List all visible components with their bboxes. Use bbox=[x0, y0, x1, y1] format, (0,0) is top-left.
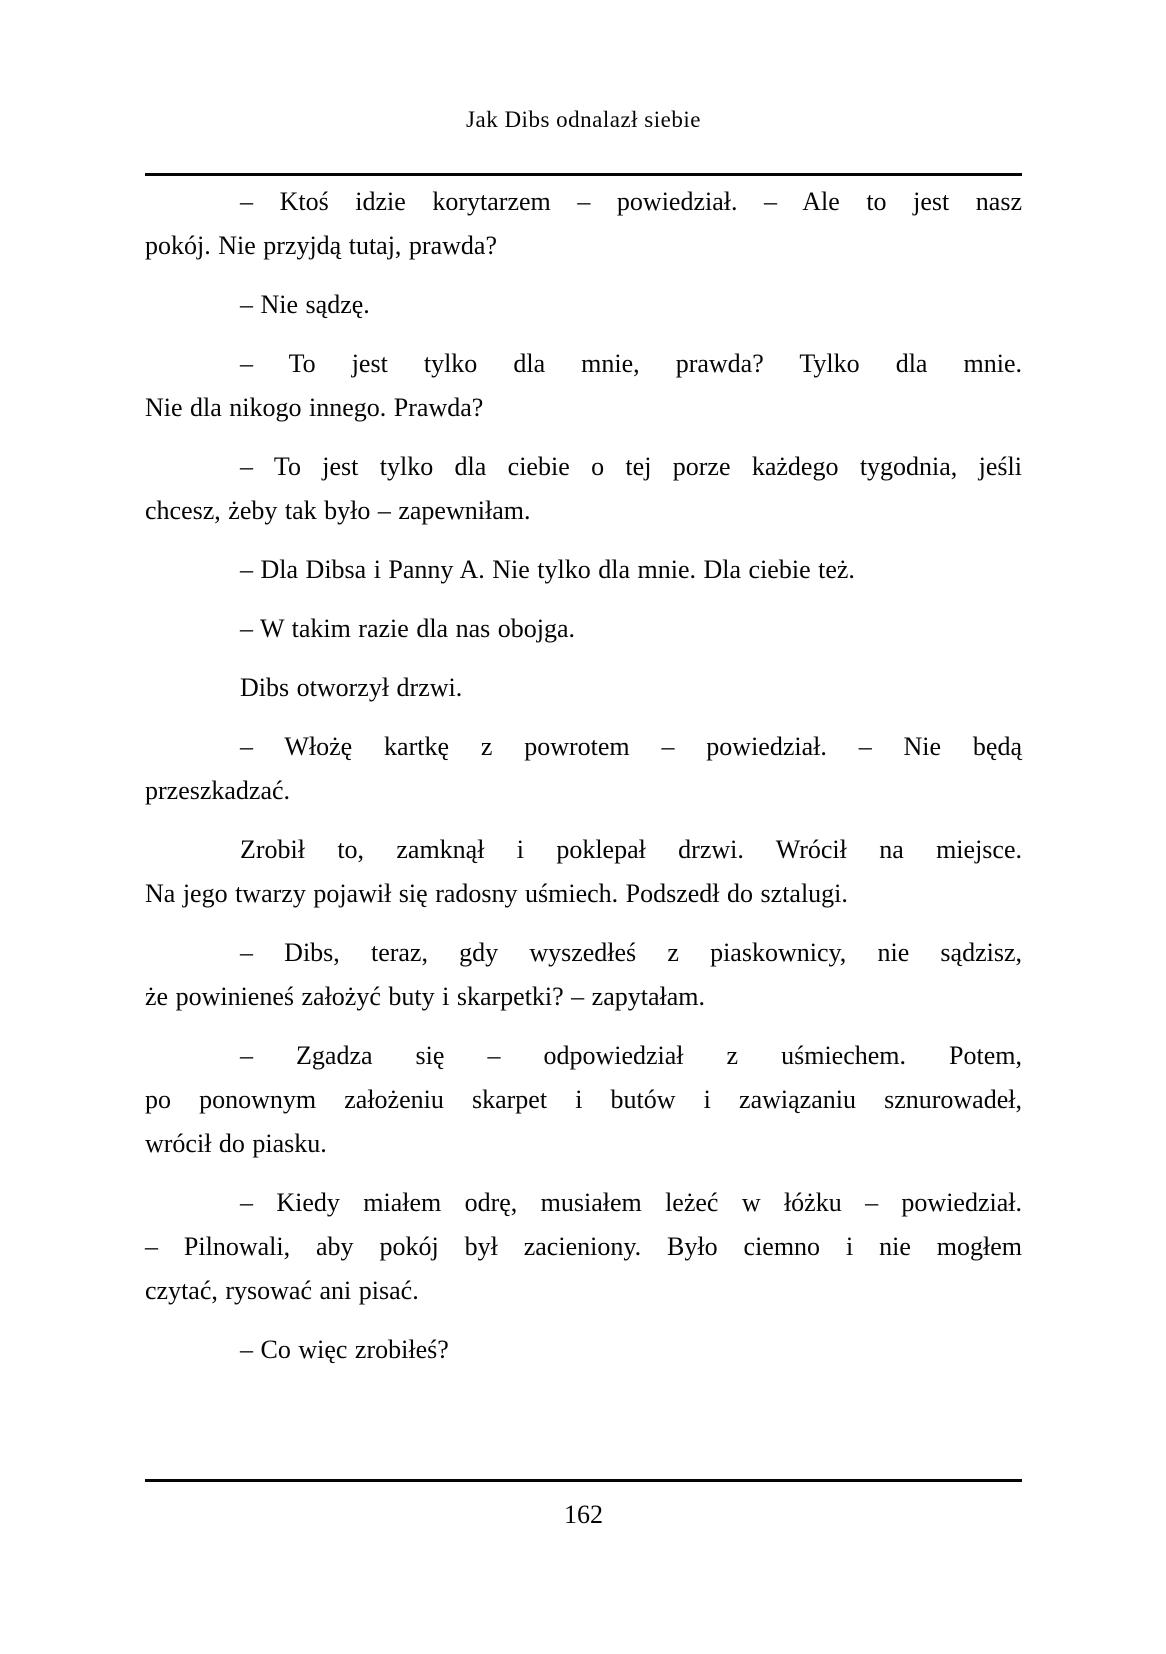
paragraph bbox=[145, 931, 1022, 1019]
page-footer bbox=[145, 1479, 1022, 1531]
paragraph bbox=[145, 1328, 1022, 1372]
paragraph bbox=[145, 725, 1022, 813]
text-line: – Ktoś idzie korytarzem – powiedział. – Ale to jest nasz bbox=[240, 187, 1022, 216]
page-body bbox=[145, 176, 1022, 1372]
text-line: – Dla Dibsa i Panny A. Nie tylko dla mnie. Dla ciebie też. bbox=[240, 555, 855, 584]
paragraph bbox=[145, 666, 1022, 710]
text-line: – Kiedy miałem odrę, musiałem leżeć w łóżku – powiedział. bbox=[240, 1188, 1022, 1217]
paragraph bbox=[145, 342, 1022, 430]
text-line: – Co więc zrobiłeś? bbox=[240, 1335, 449, 1364]
text-line: – Pilnowali, aby pokój był zacieniony. Było ciemno i nie mogłem bbox=[145, 1232, 1022, 1261]
text-line: Nie dla nikogo innego. Prawda? bbox=[145, 393, 484, 422]
text-line: czytać, rysować ani pisać. bbox=[145, 1276, 419, 1305]
text-line: pokój. Nie przyjdą tutaj, prawda? bbox=[145, 231, 497, 260]
text-line: – Dibs, teraz, gdy wyszedłeś z piaskownicy, nie sądzisz, bbox=[240, 938, 1022, 967]
paragraph bbox=[145, 548, 1022, 592]
paragraph bbox=[145, 1181, 1022, 1313]
running-header: Jak Dibs odnalazł siebie bbox=[466, 107, 701, 132]
text-line: że powinieneś założyć buty i skarpetki? – zapytałam. bbox=[145, 982, 706, 1011]
text-line: – To jest tylko dla ciebie o tej porze każdego tygodnia, jeśli bbox=[240, 452, 1022, 481]
text-line: chcesz, żeby tak było – zapewniłam. bbox=[145, 496, 531, 525]
paragraph bbox=[145, 445, 1022, 533]
text-line: Na jego twarzy pojawił się radosny uśmiech. Podszedł do sztalugi. bbox=[145, 879, 848, 908]
text-line: Zrobił to, zamknął i poklepał drzwi. Wrócił na miejsce. bbox=[240, 835, 1022, 864]
text-line: – To jest tylko dla mnie, prawda? Tylko dla mnie. bbox=[240, 349, 1022, 378]
text-line: – Nie sądzę. bbox=[240, 290, 370, 319]
text-column bbox=[145, 0, 1022, 1372]
text-line: wrócił do piasku. bbox=[145, 1129, 327, 1158]
paragraph bbox=[145, 1034, 1022, 1166]
page-number: 162 bbox=[564, 1500, 603, 1529]
footer-rule bbox=[145, 1479, 1022, 1482]
paragraph bbox=[145, 180, 1022, 268]
paragraph bbox=[145, 607, 1022, 651]
text-line: – W takim razie dla nas obojga. bbox=[240, 614, 575, 643]
text-line: po ponownym założeniu skarpet i butów i zawiązaniu sznurowadeł, bbox=[145, 1085, 1022, 1114]
text-line: przeszkadzać. bbox=[145, 776, 291, 805]
text-line: – Włożę kartkę z powrotem – powiedział. – Nie będą bbox=[240, 732, 1022, 761]
text-line: Dibs otworzył drzwi. bbox=[240, 673, 463, 702]
paragraph bbox=[145, 828, 1022, 916]
text-line: – Zgadza się – odpowiedział z uśmiechem. Potem, bbox=[240, 1041, 1022, 1070]
paragraph bbox=[145, 283, 1022, 327]
